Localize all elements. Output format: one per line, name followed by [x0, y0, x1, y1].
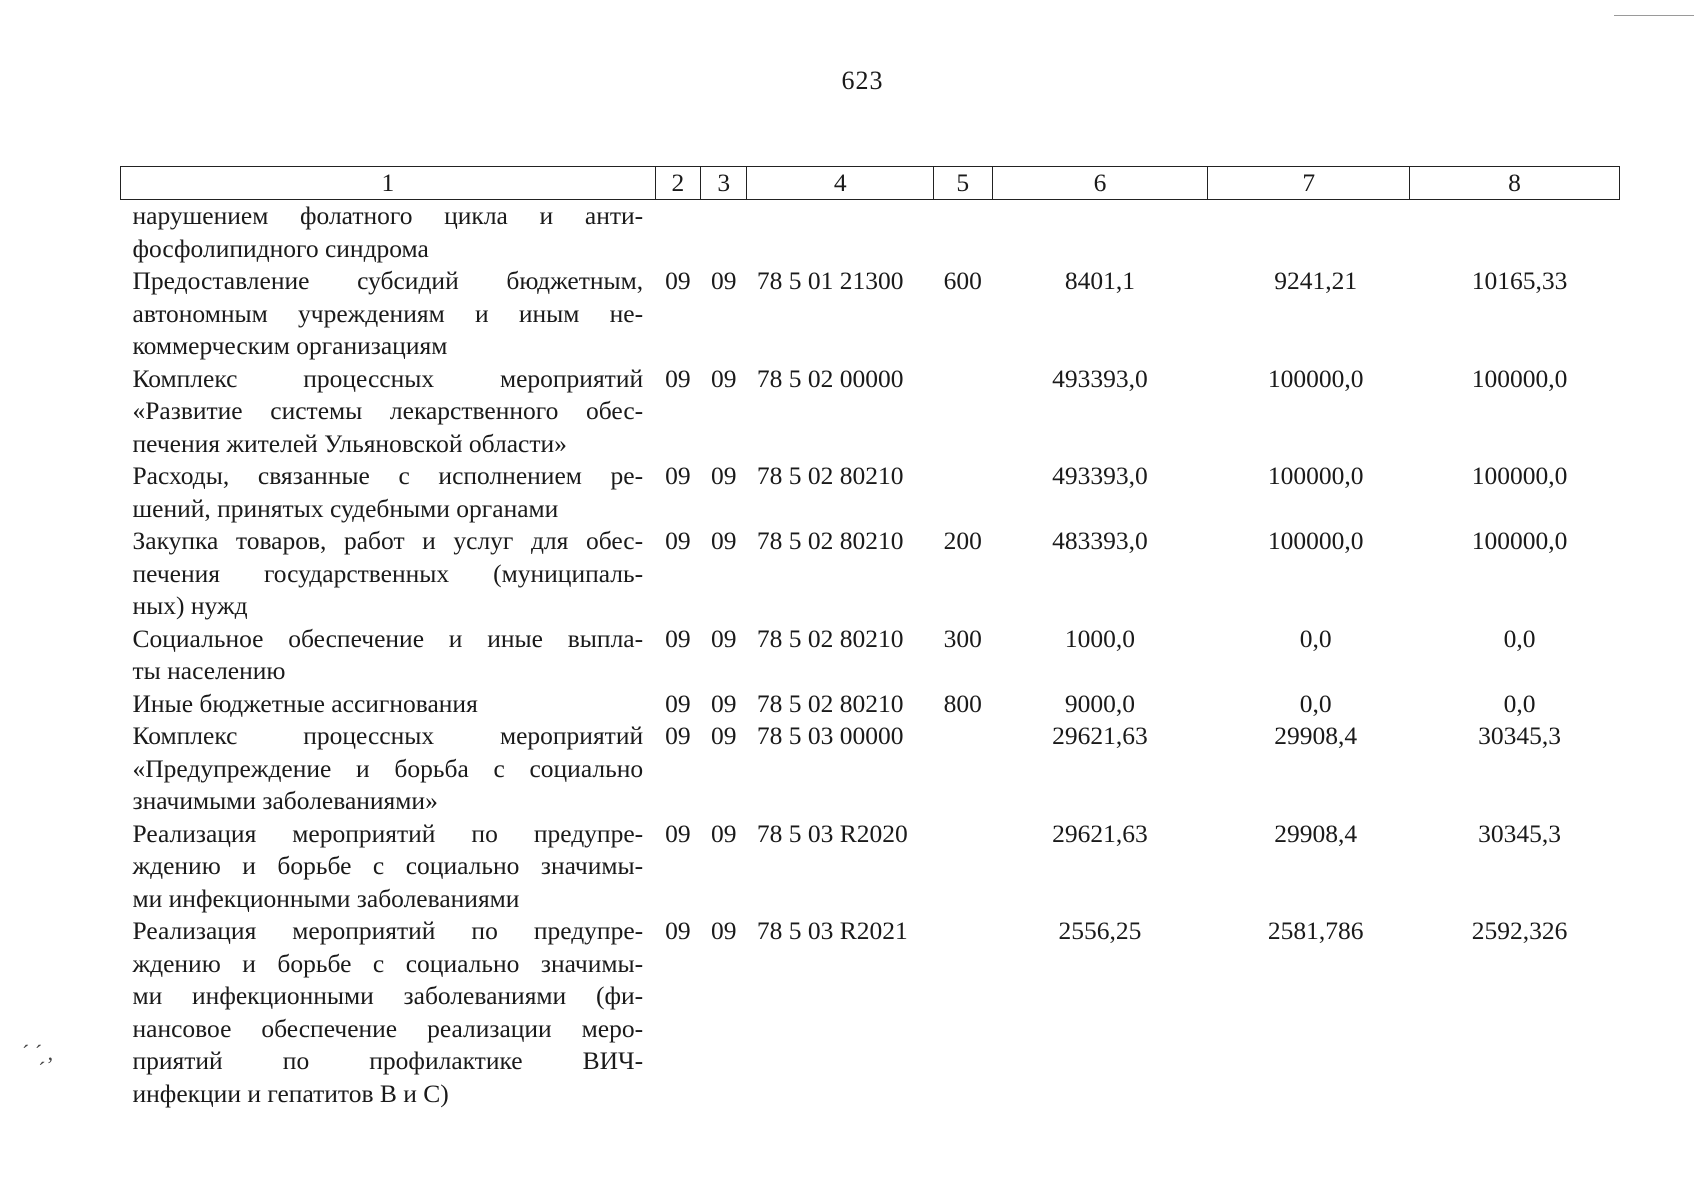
subsection-code: 09	[710, 688, 737, 718]
target-article-code: 78 5 03 R2020	[756, 818, 908, 848]
description-line: нарушением фолатного цикла и анти-	[132, 201, 644, 230]
table-row	[121, 688, 1620, 721]
amount-col-6: 29621,63	[1052, 721, 1148, 750]
description-line: ты населению	[132, 656, 286, 685]
table-body	[121, 200, 1620, 1111]
scan-edge-mark	[1614, 15, 1694, 16]
amount-col-6: 493393,0	[1052, 461, 1148, 490]
description-line: Реализация мероприятий по предупре-	[132, 916, 644, 945]
amount-col-8: 2592,326	[1471, 916, 1568, 945]
table-row	[121, 460, 1620, 525]
expense-type-code	[934, 460, 993, 525]
description-line: «Предупреждение и борьба с социально	[132, 753, 644, 783]
row-description	[121, 720, 656, 818]
subsection-code: 09	[710, 916, 737, 945]
amount-col-8: 100000,0	[1471, 461, 1568, 490]
row-description	[121, 818, 656, 916]
description-line: инфекции и гепатитов В и С)	[132, 1078, 449, 1108]
description-line: Комплекс процессных мероприятий	[132, 363, 644, 393]
amount-col-7: 100000,0	[1267, 461, 1364, 490]
table-row	[121, 915, 1620, 1110]
expense-type-code: 200	[943, 526, 982, 555]
section-code: 09	[665, 461, 691, 490]
amount-col-6: 9000,0	[1064, 688, 1135, 718]
amount-col-7: 100000,0	[1267, 526, 1364, 555]
description-line: ждению и борьбе с социально значимы-	[132, 948, 644, 978]
amount-col-6: 8401,1	[1064, 266, 1135, 295]
expense-type-code	[934, 818, 993, 916]
expense-type-code: 600	[943, 266, 982, 295]
header-row	[121, 167, 1620, 200]
amount-col-7: 0,0	[1299, 688, 1332, 718]
description-line: Иные бюджетные ассигнования	[132, 688, 478, 718]
expense-type-code: 300	[943, 623, 982, 653]
description-line: печения жителей Ульяновской области»	[132, 428, 567, 458]
amount-col-8: 100000,0	[1471, 363, 1568, 393]
amount-col-7: 100000,0	[1267, 363, 1364, 393]
amount-col-8: 30345,3	[1478, 721, 1561, 750]
row-description	[121, 525, 656, 623]
target-article-code: 78 5 02 00000	[756, 363, 904, 393]
description-line: ми инфекционными заболеваниями (фи-	[132, 981, 644, 1010]
expense-type-code	[934, 200, 993, 266]
amount-col-7: 29908,4	[1274, 721, 1358, 750]
header-col-4: 4	[747, 167, 934, 200]
subsection-code: 09	[710, 721, 737, 750]
row-description	[121, 200, 656, 266]
row-description	[121, 915, 656, 1110]
section-code: 09	[665, 363, 691, 393]
section-code: 09	[665, 623, 691, 653]
target-article-code: 78 5 03 00000	[756, 721, 904, 750]
table-row	[121, 623, 1620, 688]
description-line: Расходы, связанные с исполнением ре-	[132, 461, 644, 490]
header-col-5: 5	[934, 167, 993, 200]
subsection-code: 09	[710, 266, 737, 295]
table-row	[121, 363, 1620, 461]
subsection-code	[701, 200, 747, 266]
page-number: 623	[841, 66, 884, 95]
target-article-code: 78 5 02 80210	[756, 461, 904, 490]
amount-col-7: 29908,4	[1274, 818, 1358, 848]
description-line: приятий по профилактике ВИЧ-	[132, 1046, 644, 1075]
header-col-1: 1	[121, 167, 656, 200]
expense-type-code	[934, 363, 993, 461]
budget-table	[120, 166, 1620, 1110]
description-line: Предоставление субсидий бюджетным,	[132, 266, 644, 295]
description-line: «Развитие системы лекарственного обес-	[132, 396, 644, 425]
margin-scribble: ˊ ˊ̗ ,	[22, 1040, 54, 1065]
header-col-2: 2	[655, 167, 700, 200]
amount-col-6: 2556,25	[1058, 916, 1142, 945]
expense-type-code	[934, 915, 993, 1110]
description-line: Комплекс процессных мероприятий	[132, 721, 644, 750]
amount-col-7: 0,0	[1299, 623, 1332, 653]
target-article-code: 78 5 02 80210	[756, 688, 904, 718]
row-description	[121, 688, 656, 721]
row-description	[121, 623, 656, 688]
target-article-code: 78 5 01 21300	[756, 266, 904, 295]
target-article-code	[747, 200, 934, 266]
description-line: ми инфекционными заболеваниями	[132, 883, 520, 913]
expense-type-code	[934, 720, 993, 818]
amount-col-6	[992, 200, 1208, 266]
amount-col-7: 2581,786	[1267, 916, 1364, 945]
section-code	[655, 200, 700, 266]
description-line: печения государственных (муниципаль-	[132, 558, 644, 588]
description-line: ных) нужд	[132, 591, 248, 620]
description-line: фосфолипидного синдрома	[132, 233, 429, 263]
section-code: 09	[665, 266, 691, 295]
subsection-code: 09	[710, 526, 737, 555]
subsection-code: 09	[710, 461, 737, 490]
amount-col-8: 0,0	[1503, 688, 1536, 718]
amount-col-8: 10165,33	[1471, 266, 1568, 295]
amount-col-8: 0,0	[1503, 623, 1536, 653]
header-col-3: 3	[701, 167, 747, 200]
amount-col-6: 483393,0	[1052, 526, 1148, 555]
section-code: 09	[665, 688, 691, 718]
table-row	[121, 525, 1620, 623]
header-col-7: 7	[1208, 167, 1410, 200]
target-article-code: 78 5 02 80210	[756, 623, 904, 653]
table-row	[121, 818, 1620, 916]
row-description	[121, 363, 656, 461]
row-description	[121, 460, 656, 525]
description-line: Закупка товаров, работ и услуг для обес-	[132, 526, 644, 555]
subsection-code: 09	[710, 623, 737, 653]
amount-col-7: 9241,21	[1274, 266, 1358, 295]
section-code: 09	[665, 526, 691, 555]
subsection-code: 09	[710, 818, 737, 848]
header-col-8: 8	[1410, 167, 1620, 200]
table-row	[121, 200, 1620, 266]
expense-type-code: 800	[943, 688, 982, 718]
target-article-code: 78 5 03 R2021	[756, 916, 908, 945]
description-line: Социальное обеспечение и иные выпла-	[132, 623, 644, 653]
amount-col-8	[1410, 200, 1620, 266]
description-line: коммерческим организациям	[132, 331, 448, 360]
table-row	[121, 720, 1620, 818]
amount-col-6: 29621,63	[1052, 818, 1148, 848]
target-article-code: 78 5 02 80210	[756, 526, 904, 555]
amount-col-8: 100000,0	[1471, 526, 1568, 555]
subsection-code: 09	[710, 363, 737, 393]
amount-col-8: 30345,3	[1478, 818, 1561, 848]
description-line: ждению и борьбе с социально значимы-	[132, 851, 644, 880]
section-code: 09	[665, 721, 691, 750]
section-code: 09	[665, 818, 691, 848]
table-row	[121, 265, 1620, 363]
description-line: значимыми заболеваниями»	[132, 786, 438, 815]
table-header	[121, 167, 1620, 200]
amount-col-6: 1000,0	[1064, 623, 1135, 653]
amount-col-6: 493393,0	[1052, 363, 1148, 393]
row-description	[121, 265, 656, 363]
amount-col-7	[1208, 200, 1410, 266]
description-line: автономным учреждениям и иным не-	[132, 298, 644, 328]
section-code: 09	[665, 916, 691, 945]
description-line: шений, принятых судебными органами	[132, 493, 559, 523]
description-line: нансовое обеспечение реализации меро-	[132, 1013, 644, 1043]
header-col-6: 6	[992, 167, 1208, 200]
description-line: Реализация мероприятий по предупре-	[132, 818, 644, 848]
